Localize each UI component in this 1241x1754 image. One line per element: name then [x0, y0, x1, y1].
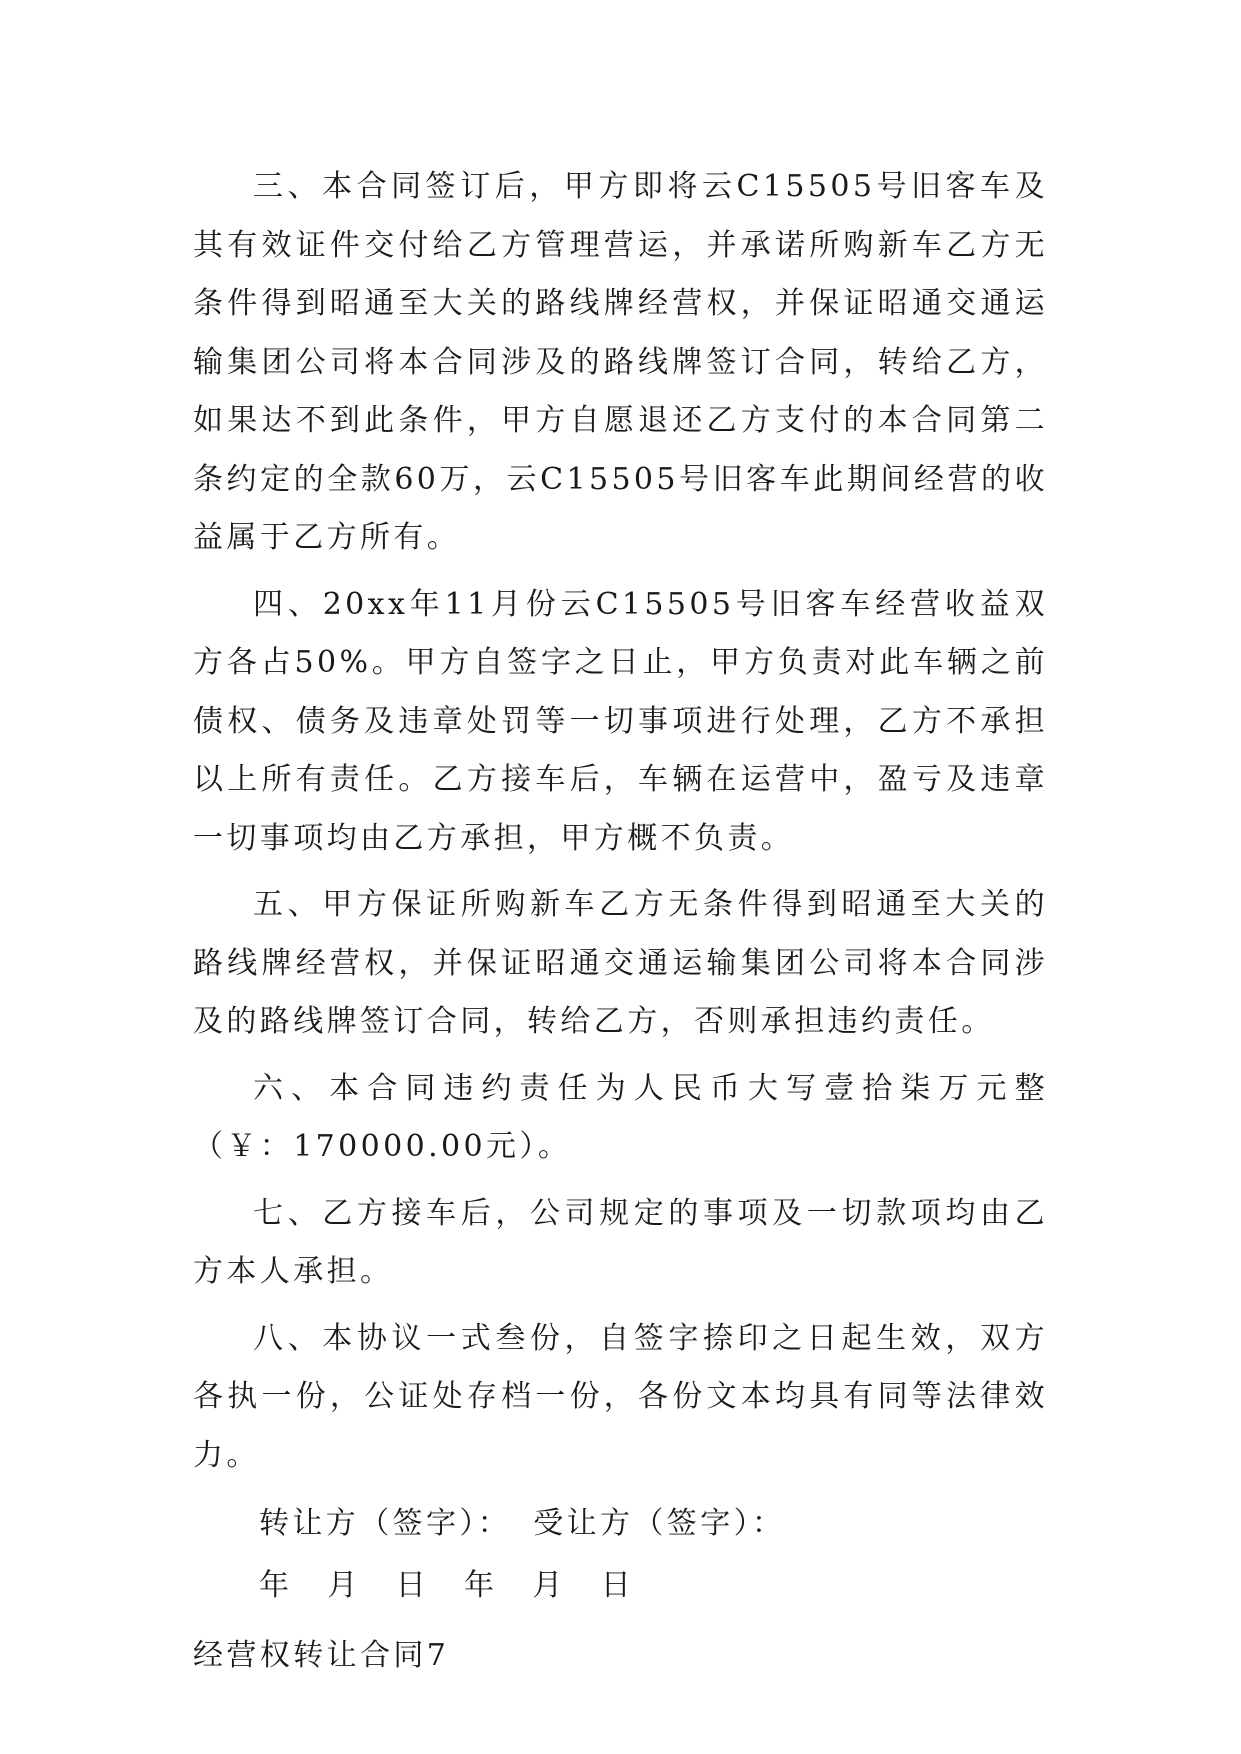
date-month-label: 月 — [327, 1568, 361, 1603]
date-year-label: 年 — [464, 1568, 498, 1603]
date-year-label: 年 — [259, 1568, 293, 1603]
date-day-label: 日 — [395, 1568, 430, 1603]
clause-four: 四、20xx年11月份云C15505号旧客车经营收益双方各占50%。甲方自签字之日止，甲方负责对此车辆之前债权、债务及违章处罚等一切事项进行处理，乙方不承担以上所有责任。乙方接车后，车辆在运营中，盈亏及违章一切事项均由乙方承担，甲方概不负责。 — [193, 586, 1048, 856]
document-body — [193, 158, 1048, 1687]
clause-five: 五、甲方保证所购新车乙方无条件得到昭通至大关的路线牌经营权，并保证昭通交通运输集团公司将本合同涉及的路线牌签订合同，转给乙方，否则承担违约责任。 — [193, 887, 1048, 1039]
date-line — [193, 1555, 1048, 1617]
date-month-label: 月 — [532, 1568, 566, 1603]
clause-six: 六、本合同违约责任为人民币大写壹拾柒万元整（￥：170000.00元）。 — [193, 1070, 1048, 1164]
transferor-signature-label: 转让方（签字）： — [259, 1506, 512, 1541]
transferee-signature-label: 受让方（签字）： — [533, 1506, 786, 1541]
next-section-heading: 经营权转让合同7 — [193, 1638, 450, 1673]
date-day-label: 日 — [600, 1568, 635, 1603]
clause-eight: 八、本协议一式叁份，自签字捺印之日起生效，双方各执一份，公证处存档一份，各份文本均具有同等法律效力。 — [193, 1320, 1048, 1473]
signature-line — [193, 1493, 1048, 1555]
clause-seven: 七、乙方接车后，公司规定的事项及一切款项均由乙方本人承担。 — [193, 1195, 1048, 1289]
clause-three: 三、本合同签订后，甲方即将云C15505号旧客车及其有效证件交付给乙方管理营运，并承诺所购新车乙方无条件得到昭通至大关的路线牌经营权，并保证昭通交通运输集团公司将本合同涉及的路线牌签订合同，转给乙方，如果达不到此条件，甲方自愿退还乙方支付的本合同第二条约定的全款60万，云C15505号旧客车此期间经营的收益属于乙方所有。 — [193, 169, 1048, 555]
